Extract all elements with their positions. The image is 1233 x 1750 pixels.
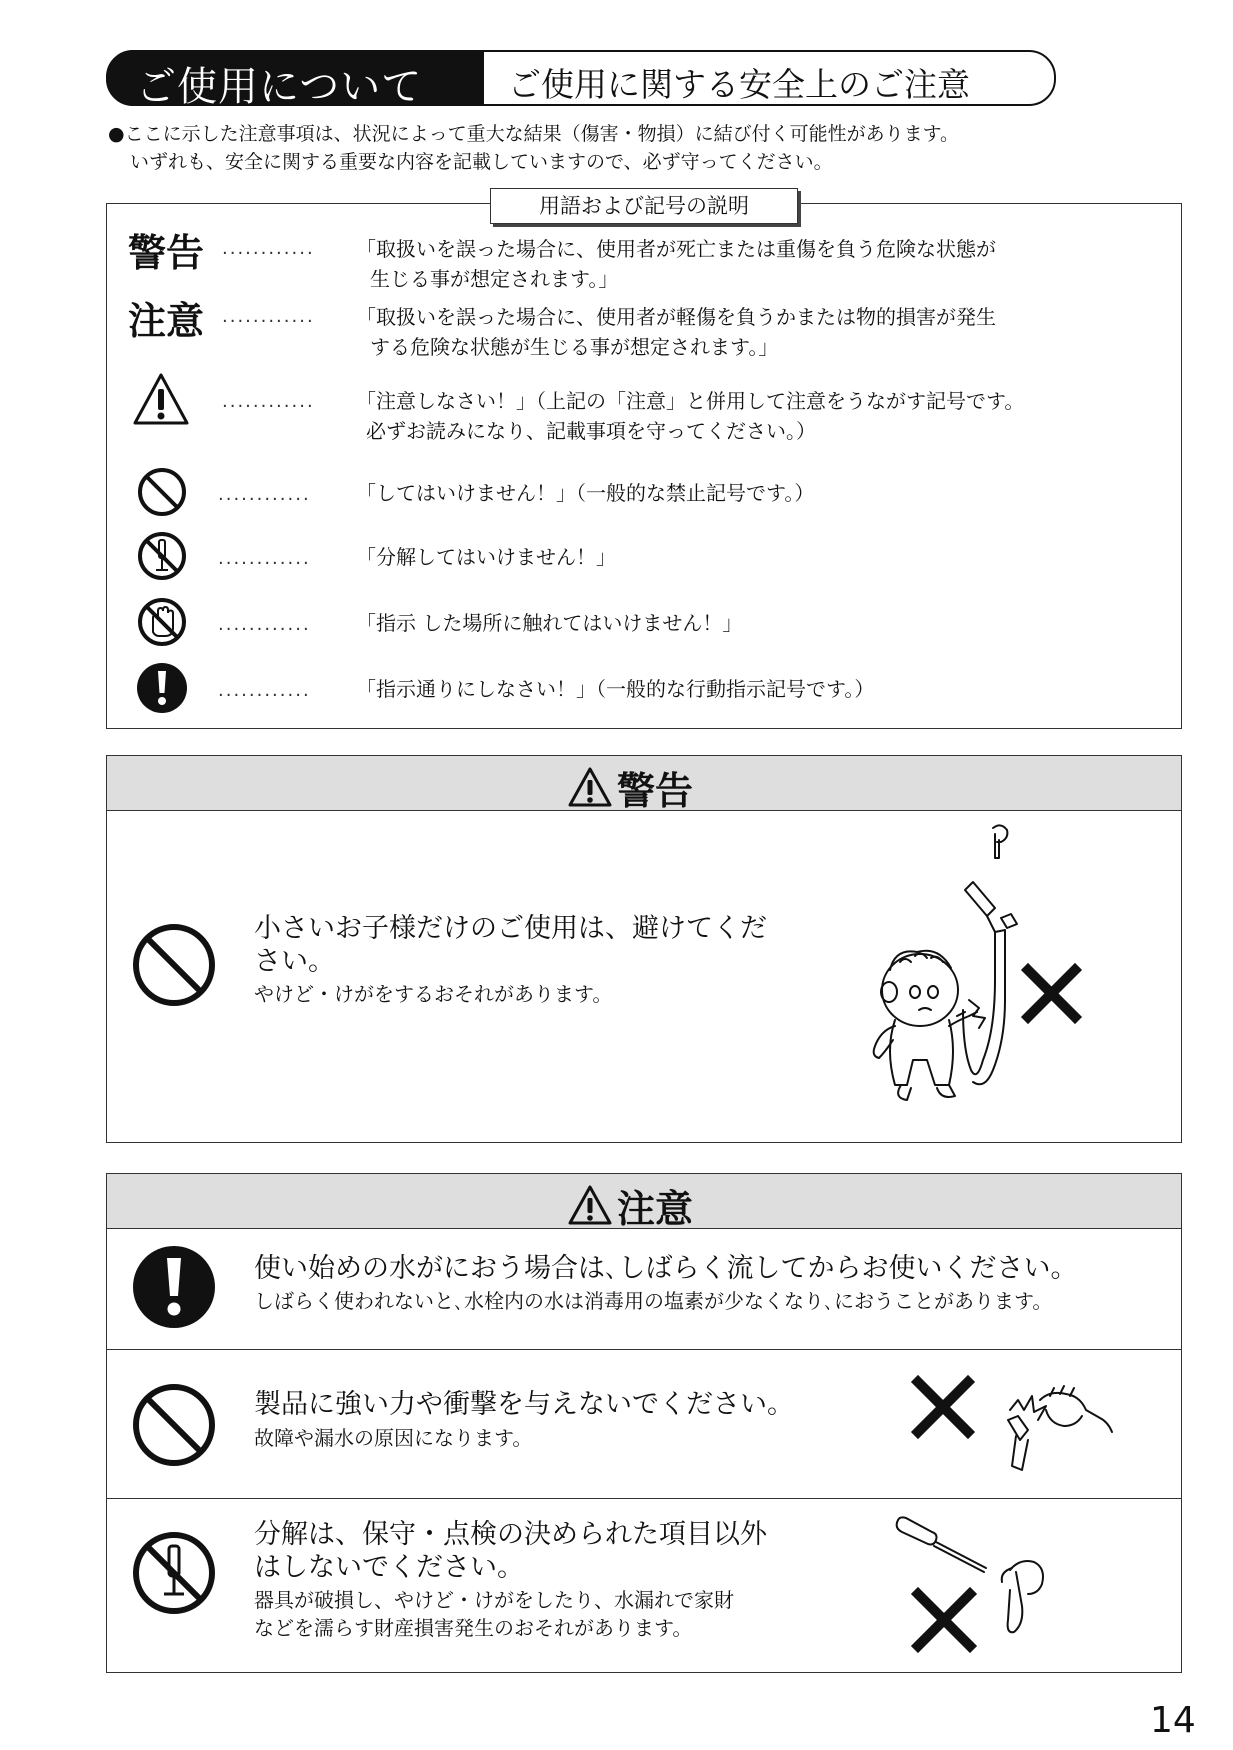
- caution-text-2: 故障や漏水の原因になります。: [254, 1426, 533, 1450]
- mandatory-action-icon: [136, 662, 188, 714]
- caution-heading-3: [254, 1518, 767, 1584]
- caution-section-header: [107, 1174, 1181, 1229]
- caution-text-3: [254, 1586, 734, 1642]
- caution-heading-line: はしないでください。: [254, 1552, 524, 1583]
- disassembly-illustration: [890, 1510, 1070, 1660]
- legend-dots: ............: [218, 548, 311, 569]
- prohibition-icon: [131, 1382, 217, 1468]
- legend-dots: ............: [218, 484, 311, 505]
- legend-dots: ............: [222, 306, 315, 327]
- caution-triangle-icon: [567, 1184, 613, 1226]
- legend-desc-no-touch: 「指示 した場所に触れてはいけません！」: [356, 611, 743, 635]
- caution-text-1: しばらく使われないと､水栓内の水は消毒用の塩素が少なくなり､におうことがあります。: [254, 1289, 1053, 1313]
- legend-word-warning: 警告: [128, 231, 205, 275]
- legend-word-caution: 注意: [128, 299, 205, 343]
- no-disassembly-icon: [136, 530, 188, 582]
- legend-desc-line: 生じる事が想定されます。」: [370, 267, 619, 291]
- prohibition-icon: [136, 466, 188, 518]
- warning-heading-line: 小さいお子様だけのご使用は、避けてくだ: [254, 913, 767, 944]
- row-divider: [107, 1349, 1181, 1350]
- intro-text: [108, 120, 959, 176]
- warning-title-text: 警告: [617, 769, 694, 813]
- caution-text-line: 器具が破損し、やけど・けがをしたり、水漏れで家財: [254, 1588, 734, 1612]
- caution-text-line: などを濡らす財産損害発生のおそれがあります。: [254, 1616, 693, 1640]
- legend-dots: ............: [218, 614, 311, 635]
- legend-title: 用語および記号の説明: [490, 188, 798, 224]
- legend-dots: ............: [222, 391, 315, 412]
- warning-heading-line: さい。: [254, 946, 335, 977]
- prohibition-icon: [131, 922, 217, 1008]
- legend-desc-line: 必ずお読みになり、記載事項を守ってください。）: [366, 419, 816, 443]
- caution-title-text: 注意: [617, 1187, 694, 1231]
- intro-line-2: いずれも、安全に関する重要な内容を記載していますので、必ず守ってください。: [130, 151, 833, 173]
- legend-desc-prohibition: 「してはいけません！」（一般的な禁止記号です。）: [356, 481, 815, 505]
- mandatory-action-icon: [131, 1244, 217, 1330]
- caution-section-title: [567, 1178, 693, 1233]
- legend-desc-no-disassembly: 「分解してはいけません！」: [356, 545, 616, 569]
- caution-triangle-icon: [132, 372, 190, 426]
- warning-section-header: [107, 756, 1181, 811]
- caution-heading-line: 分解は、保守・点検の決められた項目以外: [254, 1519, 767, 1550]
- page-number: 14: [1150, 1700, 1196, 1741]
- caution-triangle-icon: [567, 766, 613, 808]
- intro-line-1: ●ここに示した注意事項は、状況によって重大な結果（傷害・物損）に結び付く可能性があります。: [108, 123, 960, 145]
- section-title: ご使用について: [136, 64, 423, 110]
- section-subtitle: ご使用に関する安全上のご注意: [508, 65, 970, 104]
- legend-dots: ............: [222, 238, 315, 259]
- legend-desc-mandatory: 「指示通りにしなさい！」（一般的な行動指示記号です。）: [356, 677, 875, 701]
- legend-desc-line: 「取扱いを誤った場合に、使用者が死亡または重傷を負う危険な状態が: [356, 237, 996, 261]
- child-shower-illustration: [845, 820, 1105, 1120]
- no-touch-icon: [136, 596, 188, 648]
- legend-desc-warning: [356, 234, 996, 294]
- caution-heading-1: 使い始めの水がにおう場合は､しばらく流してからお使いください。: [254, 1253, 1078, 1284]
- legend-desc-line: する危険な状態が生じる事が想定されます。」: [370, 335, 779, 359]
- legend-desc-caution: [356, 302, 996, 362]
- legend-desc-caution-symbol: [356, 386, 1024, 446]
- section-header-tab: [106, 50, 1054, 110]
- warning-heading: [254, 912, 767, 978]
- no-disassembly-icon: [131, 1530, 217, 1616]
- warning-section-title: [567, 760, 693, 815]
- warning-text: やけど・けがをするおそれがあります。: [254, 982, 613, 1006]
- legend-dots: ............: [218, 680, 311, 701]
- legend-desc-line: 「取扱いを誤った場合に、使用者が軽傷を負うかまたは物的損害が発生: [356, 305, 996, 329]
- caution-heading-2: 製品に強い力や衝撃を与えないでください。: [254, 1389, 794, 1420]
- legend-desc-line: 「注意しなさい！」（上記の「注意」と併用して注意をうながす記号です。: [356, 389, 1025, 413]
- row-divider: [107, 1498, 1181, 1499]
- impact-illustration: [900, 1370, 1120, 1480]
